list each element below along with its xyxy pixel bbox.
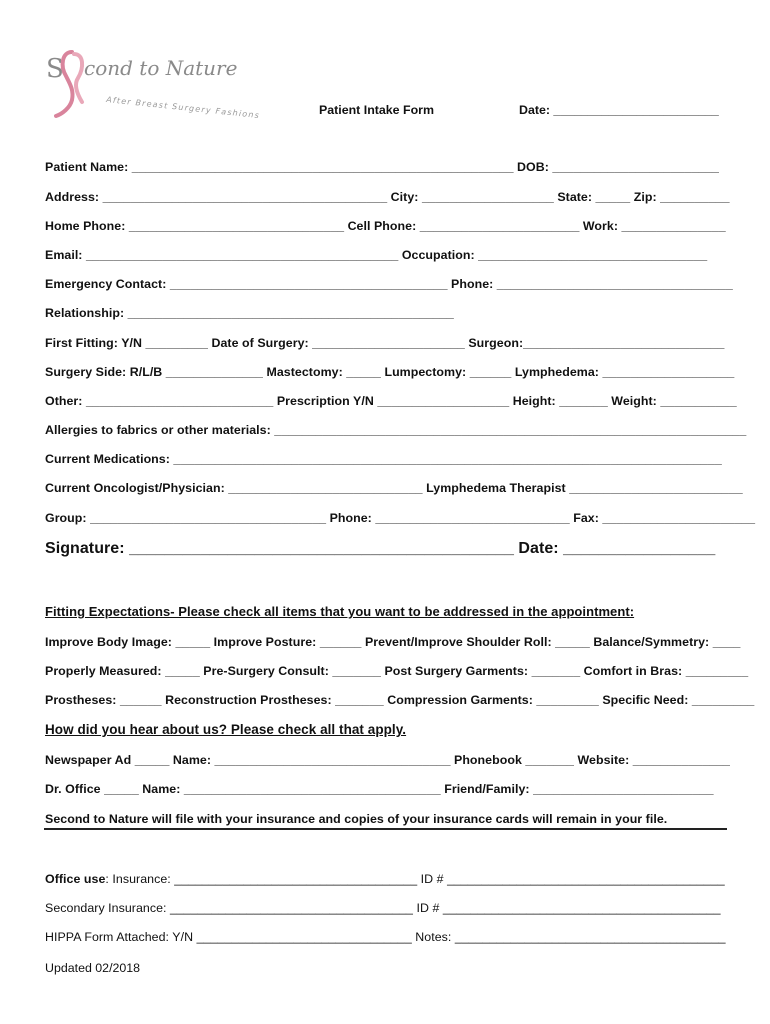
logo-tagline-text: After Breast Surgery Fashions — [105, 95, 261, 121]
phone-row[interactable]: Home Phone: _______________________________ Cell Phone: _______________________ Work: _______________ — [45, 219, 726, 233]
first-fitting-row[interactable]: First Fitting: Y/N _________ Date of Surgery: ______________________ Surgeon:_____________________________ — [45, 336, 725, 350]
other-row[interactable]: Other: ___________________________ Prescription Y/N ___________________ Height: _______ Weight: ___________ — [45, 394, 737, 408]
address-row[interactable]: Address: _________________________________________ City: ___________________ State: _____ Zip: __________ — [45, 190, 730, 204]
insurance-note: Second to Nature will file with your insurance and copies of your insurance cards will remain in your file. — [45, 812, 668, 826]
date-field[interactable]: Date: ________________________ — [519, 103, 719, 117]
svg-text:S: S — [46, 54, 64, 84]
fitting-row-1[interactable]: Improve Body Image: _____ Improve Posture: ______ Prevent/Improve Shoulder Roll: _____ Balance/Symmetry: ____ — [45, 635, 741, 649]
form-title: Patient Intake Form — [319, 103, 434, 117]
office-insurance-text: : Insurance: ___________________________________ ID # ________________________________________ — [105, 872, 725, 886]
referral-row-2[interactable]: Dr. Office _____ Name: _____________________________________ Friend/Family: __________________________ — [45, 782, 714, 796]
referral-heading: How did you hear about us? Please check all that apply. — [45, 722, 407, 737]
oncologist-row[interactable]: Current Oncologist/Physician: ____________________________ Lymphedema Therapist _________________________ — [45, 481, 743, 495]
patient-name-row[interactable]: Patient Name: _______________________________________________________ DOB: ________________________ — [45, 160, 719, 174]
emergency-contact-row[interactable]: Emergency Contact: ________________________________________ Phone: __________________________________ — [45, 277, 733, 291]
logo-brand-text: cond to Nature — [84, 56, 238, 80]
fitting-heading: Fitting Expectations- Please check all items that you want to be addressed in the appointment: — [45, 604, 635, 619]
surgery-side-row[interactable]: Surgery Side: R/L/B ______________ Mastectomy: _____ Lumpectomy: ______ Lymphedema: ___________________ — [45, 365, 735, 379]
divider-rule — [44, 828, 727, 830]
medications-row[interactable]: Current Medications: _______________________________________________________________________________ — [45, 452, 722, 466]
group-row[interactable]: Group: __________________________________ Phone: ____________________________ Fax: ______________________ — [45, 511, 756, 525]
relationship-row[interactable]: Relationship: _______________________________________________ — [45, 306, 454, 320]
email-row[interactable]: Email: _____________________________________________ Occupation: _________________________________ — [45, 248, 708, 262]
fitting-row-2[interactable]: Properly Measured: _____ Pre-Surgery Consult: _______ Post Surgery Garments: _______ Comfort in Bras: _________ — [45, 664, 749, 678]
secondary-insurance-row[interactable]: Secondary Insurance: ___________________________________ ID # ________________________________________ — [45, 901, 721, 915]
allergies-row[interactable]: Allergies to fabrics or other materials: ____________________________________________________________________ — [45, 423, 747, 437]
signature-row[interactable]: Signature: ___________________________________________ Date: _________________ — [45, 540, 716, 557]
brand-logo — [44, 44, 261, 121]
fitting-row-3[interactable]: Prostheses: ______ Reconstruction Prostheses: _______ Compression Garments: _________ Specific Need: _________ — [45, 693, 755, 707]
office-use-label: Office use — [45, 872, 106, 886]
referral-row-1[interactable]: Newspaper Ad _____ Name: __________________________________ Phonebook _______ Website: ______________ — [45, 753, 730, 767]
updated-date: Updated 02/2018 — [45, 961, 141, 975]
office-insurance-row[interactable] — [45, 872, 725, 886]
hippa-row[interactable]: HIPPA Form Attached: Y/N _______________________________ Notes: _______________________________________ — [45, 930, 726, 944]
